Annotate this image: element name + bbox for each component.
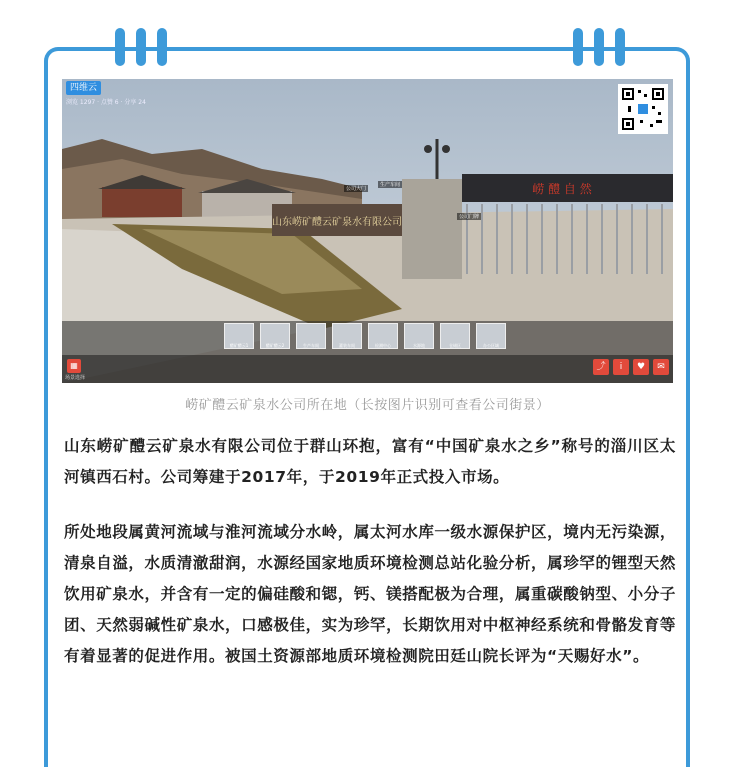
binder-ring [615, 28, 625, 66]
company-sign: 山东崂矿醴云矿泉水有限公司 [272, 217, 402, 228]
viewer-toolbar [62, 355, 673, 383]
scene-thumbnail-bar [62, 321, 673, 355]
binder-ring [573, 28, 583, 66]
binder-ring [594, 28, 604, 66]
brand-logo: 四维云 [66, 81, 101, 95]
scene-thumbnail[interactable]: 水源地 [404, 323, 434, 349]
photo-caption: 崂矿醴云矿泉水公司所在地（长按图片识别可查看公司街景） [185, 398, 550, 413]
scene-thumbnail[interactable]: 检测中心 [368, 323, 398, 349]
panorama-photo[interactable] [62, 79, 673, 383]
view-stats: 浏览 1297 · 点赞 6 · 分享 24 [66, 99, 146, 106]
scene-thumbnail[interactable]: 醴矿醴云2 [260, 323, 290, 349]
scene-menu-label: 场景选择 [65, 375, 86, 381]
like-icon[interactable]: ♥ [633, 359, 649, 375]
info-icon[interactable]: i [613, 359, 629, 375]
banner-sign: 崂 醴 自 然 [532, 182, 592, 196]
water-source-paragraph: 所处地段属黄河流域与淮河流域分水岭，属太河水库一级水源保护区，境内无污染源，清泉自溢，水质清澈甜润，水源经国家地质环境检测总站化验分析，属珍罕的锂型天然饮用矿泉水，并含有一定的偏硅酸和锶，钙、镁搭配极为合理，属重碳酸钠型、小分子团、天然弱碱性矿泉水，口感极佳，实为珍罕，长期饮用对中枢神经系统和骨骼发育等有着显著的促进作用。被国土资源部地质环境检测院田廷山院长评为“天赐好水”。 [64, 523, 676, 665]
scene-thumbnail[interactable]: 生产车间 [296, 323, 326, 349]
binder-ring [157, 28, 167, 66]
scene-thumbnail[interactable]: 灌装车间 [332, 323, 362, 349]
scene-thumbnail[interactable]: 办公区域 [476, 323, 506, 349]
intro-paragraph: 山东崂矿醴云矿泉水有限公司位于群山环抱，富有“中国矿泉水之乡”称号的淄川区太河镇西石村。公司筹建于2017年，于2019年正式投入市场。 [64, 437, 676, 486]
scene-thumbnail[interactable]: 醴矿醴云1 [224, 323, 254, 349]
scene-hotspot[interactable]: 生产车间 [380, 182, 401, 188]
scene-thumbnail[interactable]: 仓储区 [440, 323, 470, 349]
share-icon[interactable]: ⤴ [593, 359, 609, 375]
qr-code-icon[interactable] [618, 84, 668, 134]
grid-icon[interactable]: ▦ [67, 359, 81, 373]
binder-ring [115, 28, 125, 66]
comment-icon[interactable]: ✉ [653, 359, 669, 375]
scene-hotspot[interactable]: 公司门牌 [459, 214, 480, 220]
binder-ring [136, 28, 146, 66]
scene-hotspot[interactable]: 公司大门 [346, 186, 367, 192]
